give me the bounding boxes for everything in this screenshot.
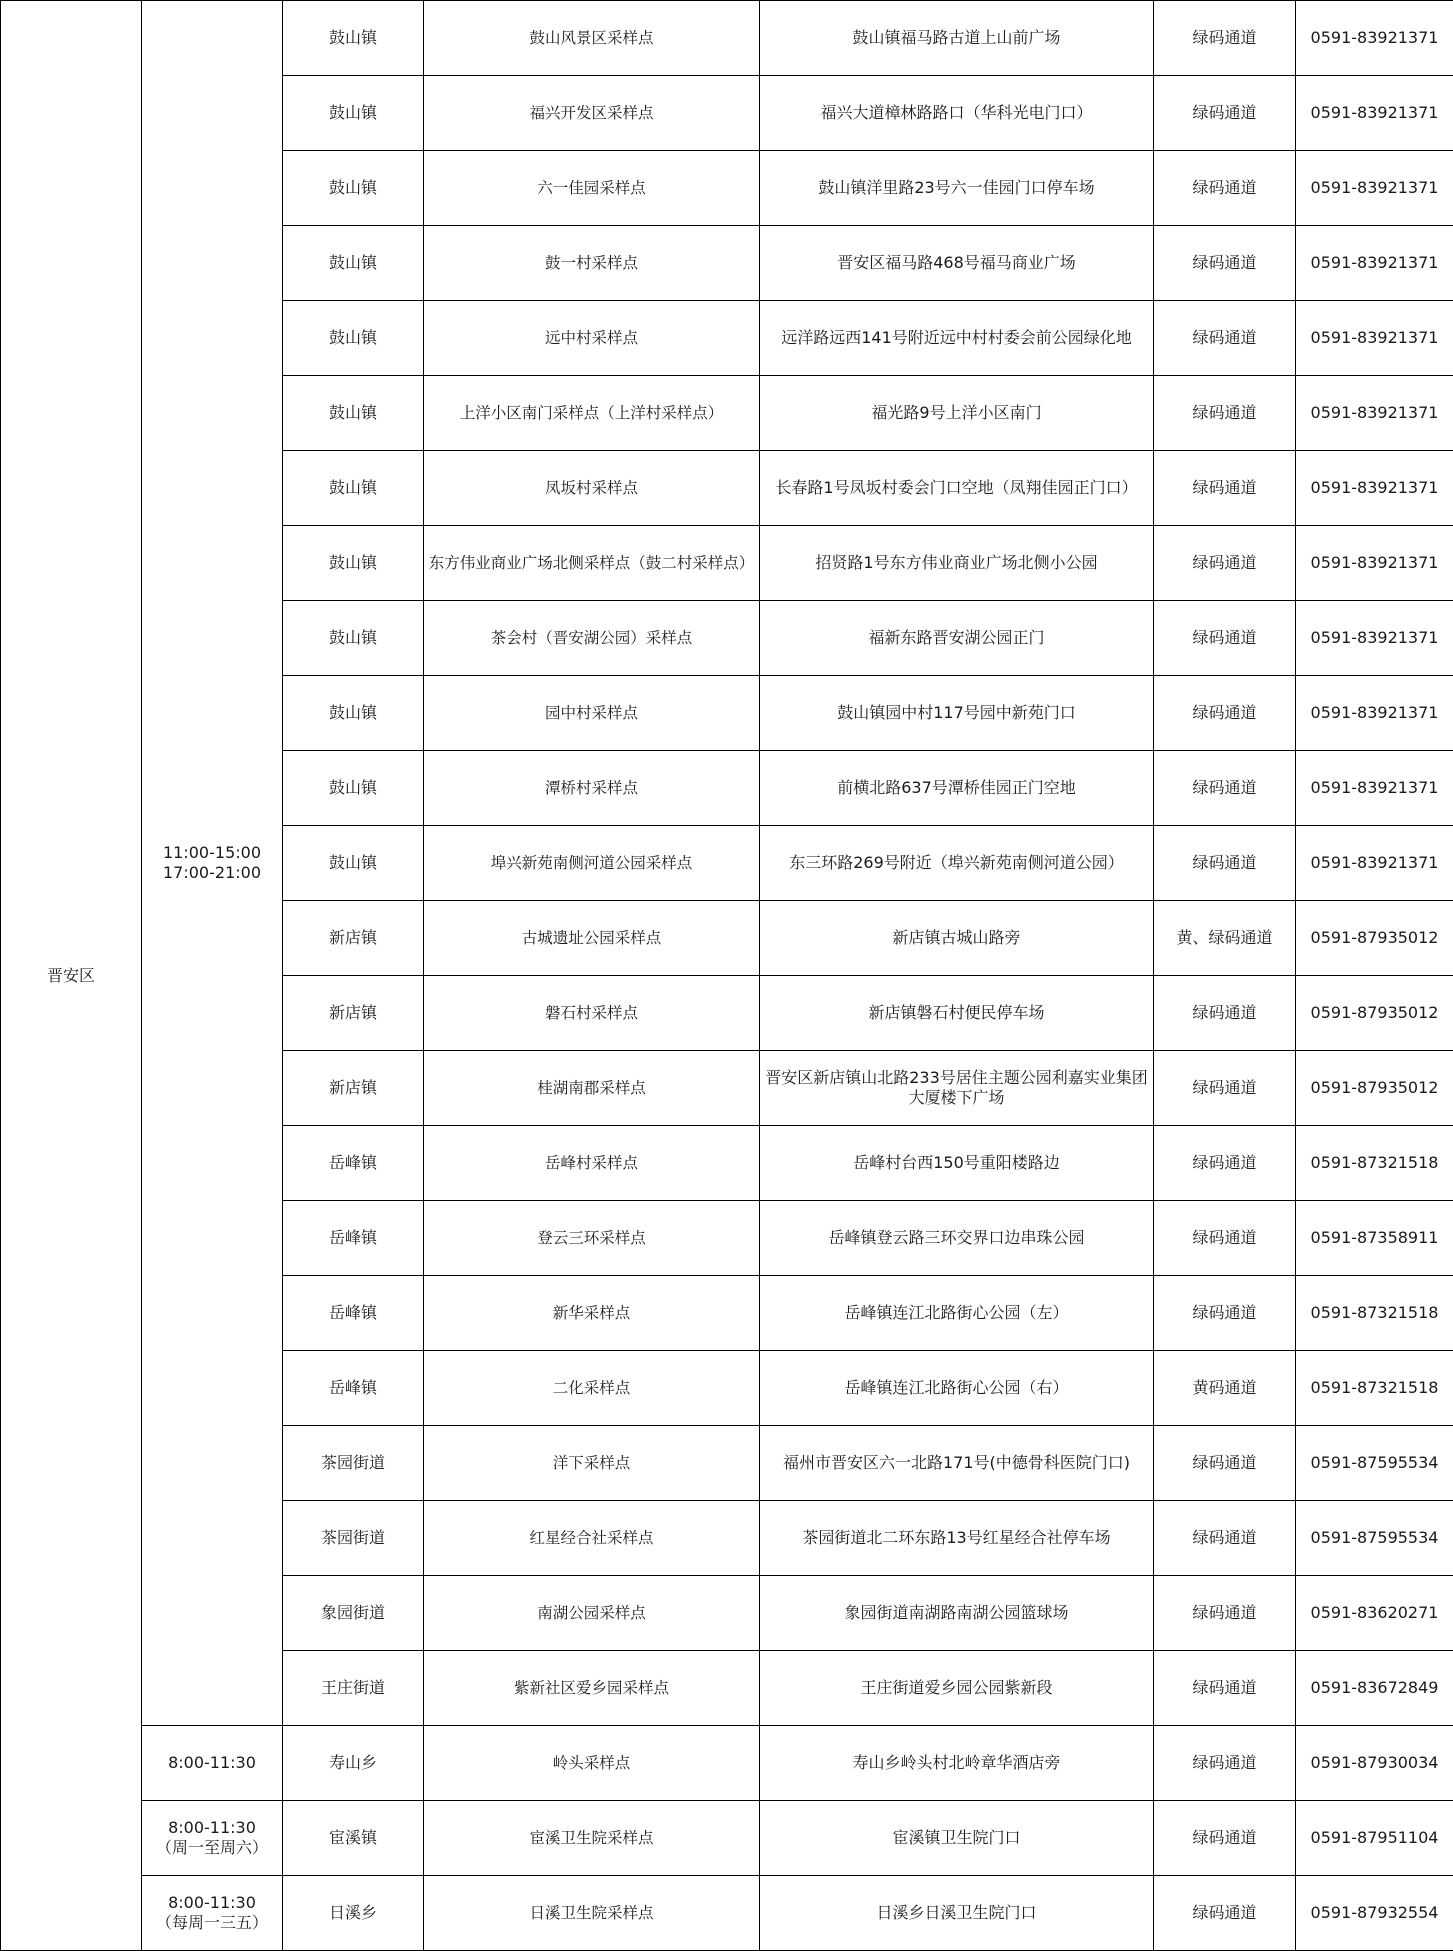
- channel-cell: 绿码通道: [1154, 601, 1296, 676]
- address-cell: 象园街道南湖路南湖公园篮球场: [760, 1576, 1154, 1651]
- table-body: [1, 1, 1453, 1951]
- phone-cell: 0591-83921371: [1296, 1, 1453, 76]
- site-cell: 凤坂村采样点: [424, 451, 760, 526]
- address-cell: 岳峰镇连江北路街心公园（左）: [760, 1276, 1154, 1351]
- phone-cell: 0591-83921371: [1296, 676, 1453, 751]
- channel-cell: 绿码通道: [1154, 676, 1296, 751]
- address-cell: 福州市晋安区六一北路171号(中德骨科医院门口): [760, 1426, 1154, 1501]
- table-row: [1, 1876, 1453, 1951]
- site-cell: 古城遗址公园采样点: [424, 901, 760, 976]
- phone-cell: 0591-87932554: [1296, 1876, 1453, 1951]
- site-cell: 东方伟业商业广场北侧采样点（鼓二村采样点）: [424, 526, 760, 601]
- channel-cell: 绿码通道: [1154, 1726, 1296, 1801]
- town-cell: 象园街道: [283, 1576, 424, 1651]
- address-cell: 长春路1号凤坂村委会门口空地（凤翔佳园正门口）: [760, 451, 1154, 526]
- phone-cell: 0591-87595534: [1296, 1426, 1453, 1501]
- address-cell: 鼓山镇园中村117号园中新苑门口: [760, 676, 1154, 751]
- address-cell: 寿山乡岭头村北岭章华酒店旁: [760, 1726, 1154, 1801]
- site-cell: 新华采样点: [424, 1276, 760, 1351]
- phone-cell: 0591-87951104: [1296, 1801, 1453, 1876]
- hours-cell: 8:00-11:30 （周一至周六）: [142, 1801, 283, 1876]
- channel-cell: 绿码通道: [1154, 1876, 1296, 1951]
- phone-cell: 0591-83921371: [1296, 151, 1453, 226]
- town-cell: 岳峰镇: [283, 1201, 424, 1276]
- site-cell: 上洋小区南门采样点（上洋村采样点）: [424, 376, 760, 451]
- phone-cell: 0591-87321518: [1296, 1126, 1453, 1201]
- phone-cell: 0591-87930034: [1296, 1726, 1453, 1801]
- town-cell: 鼓山镇: [283, 826, 424, 901]
- address-cell: 前横北路637号潭桥佳园正门空地: [760, 751, 1154, 826]
- address-cell: 鼓山镇福马路古道上山前广场: [760, 1, 1154, 76]
- channel-cell: 绿码通道: [1154, 1201, 1296, 1276]
- address-cell: 福新东路晋安湖公园正门: [760, 601, 1154, 676]
- site-cell: 岳峰村采样点: [424, 1126, 760, 1201]
- address-cell: 东三环路269号附近（埠兴新苑南侧河道公园）: [760, 826, 1154, 901]
- channel-cell: 绿码通道: [1154, 376, 1296, 451]
- address-cell: 招贤路1号东方伟业商业广场北侧小公园: [760, 526, 1154, 601]
- phone-cell: 0591-87595534: [1296, 1501, 1453, 1576]
- site-cell: 二化采样点: [424, 1351, 760, 1426]
- address-cell: 茶园街道北二环东路13号红星经合社停车场: [760, 1501, 1154, 1576]
- channel-cell: 黄码通道: [1154, 1351, 1296, 1426]
- site-cell: 福兴开发区采样点: [424, 76, 760, 151]
- town-cell: 茶园街道: [283, 1501, 424, 1576]
- site-cell: 登云三环采样点: [424, 1201, 760, 1276]
- phone-cell: 0591-87935012: [1296, 901, 1453, 976]
- channel-cell: 黄、绿码通道: [1154, 901, 1296, 976]
- phone-cell: 0591-83672849: [1296, 1651, 1453, 1726]
- channel-cell: 绿码通道: [1154, 1426, 1296, 1501]
- channel-cell: 绿码通道: [1154, 1501, 1296, 1576]
- town-cell: 鼓山镇: [283, 1, 424, 76]
- town-cell: 王庄街道: [283, 1651, 424, 1726]
- channel-cell: 绿码通道: [1154, 1051, 1296, 1126]
- hours-cell: 11:00-15:00 17:00-21:00: [142, 1, 283, 1726]
- phone-cell: 0591-83921371: [1296, 226, 1453, 301]
- address-cell: 福光路9号上洋小区南门: [760, 376, 1154, 451]
- phone-cell: 0591-83921371: [1296, 601, 1453, 676]
- site-cell: 潭桥村采样点: [424, 751, 760, 826]
- address-cell: 晋安区新店镇山北路233号居住主题公园利嘉实业集团大厦楼下广场: [760, 1051, 1154, 1126]
- channel-cell: 绿码通道: [1154, 1, 1296, 76]
- site-cell: 岭头采样点: [424, 1726, 760, 1801]
- town-cell: 鼓山镇: [283, 226, 424, 301]
- channel-cell: 绿码通道: [1154, 1651, 1296, 1726]
- channel-cell: 绿码通道: [1154, 976, 1296, 1051]
- hours-cell: 8:00-11:30 （每周一三五）: [142, 1876, 283, 1951]
- phone-cell: 0591-83921371: [1296, 751, 1453, 826]
- site-cell: 园中村采样点: [424, 676, 760, 751]
- site-cell: 埠兴新苑南侧河道公园采样点: [424, 826, 760, 901]
- town-cell: 新店镇: [283, 976, 424, 1051]
- channel-cell: 绿码通道: [1154, 451, 1296, 526]
- phone-cell: 0591-87321518: [1296, 1276, 1453, 1351]
- table-row: [1, 1801, 1453, 1876]
- phone-cell: 0591-83921371: [1296, 826, 1453, 901]
- town-cell: 日溪乡: [283, 1876, 424, 1951]
- town-cell: 鼓山镇: [283, 151, 424, 226]
- site-cell: 南湖公园采样点: [424, 1576, 760, 1651]
- table-row: [1, 1, 1453, 76]
- town-cell: 新店镇: [283, 901, 424, 976]
- town-cell: 新店镇: [283, 1051, 424, 1126]
- channel-cell: 绿码通道: [1154, 301, 1296, 376]
- phone-cell: 0591-83921371: [1296, 76, 1453, 151]
- site-cell: 远中村采样点: [424, 301, 760, 376]
- channel-cell: 绿码通道: [1154, 1576, 1296, 1651]
- site-cell: 紫新社区爱乡园采样点: [424, 1651, 760, 1726]
- site-cell: 日溪卫生院采样点: [424, 1876, 760, 1951]
- channel-cell: 绿码通道: [1154, 526, 1296, 601]
- address-cell: 新店镇古城山路旁: [760, 901, 1154, 976]
- phone-cell: 0591-87321518: [1296, 1351, 1453, 1426]
- channel-cell: 绿码通道: [1154, 1126, 1296, 1201]
- site-cell: 鼓一村采样点: [424, 226, 760, 301]
- address-cell: 晋安区福马路468号福马商业广场: [760, 226, 1154, 301]
- town-cell: 鼓山镇: [283, 601, 424, 676]
- town-cell: 鼓山镇: [283, 676, 424, 751]
- town-cell: 鼓山镇: [283, 526, 424, 601]
- town-cell: 寿山乡: [283, 1726, 424, 1801]
- table-row: [1, 1726, 1453, 1801]
- town-cell: 鼓山镇: [283, 451, 424, 526]
- phone-cell: 0591-83921371: [1296, 526, 1453, 601]
- site-cell: 鼓山风景区采样点: [424, 1, 760, 76]
- town-cell: 鼓山镇: [283, 751, 424, 826]
- phone-cell: 0591-83921371: [1296, 376, 1453, 451]
- site-cell: 红星经合社采样点: [424, 1501, 760, 1576]
- town-cell: 茶园街道: [283, 1426, 424, 1501]
- channel-cell: 绿码通道: [1154, 826, 1296, 901]
- phone-cell: 0591-87935012: [1296, 976, 1453, 1051]
- address-cell: 新店镇磐石村便民停车场: [760, 976, 1154, 1051]
- channel-cell: 绿码通道: [1154, 226, 1296, 301]
- channel-cell: 绿码通道: [1154, 76, 1296, 151]
- address-cell: 福兴大道樟林路路口（华科光电门口）: [760, 76, 1154, 151]
- town-cell: 鼓山镇: [283, 376, 424, 451]
- address-cell: 远洋路远西141号附近远中村村委会前公园绿化地: [760, 301, 1154, 376]
- phone-cell: 0591-83921371: [1296, 451, 1453, 526]
- address-cell: 宦溪镇卫生院门口: [760, 1801, 1154, 1876]
- address-cell: 日溪乡日溪卫生院门口: [760, 1876, 1154, 1951]
- channel-cell: 绿码通道: [1154, 151, 1296, 226]
- town-cell: 鼓山镇: [283, 76, 424, 151]
- site-cell: 宦溪卫生院采样点: [424, 1801, 760, 1876]
- district-cell: 晋安区: [1, 1, 142, 1951]
- site-cell: 桂湖南郡采样点: [424, 1051, 760, 1126]
- site-cell: 茶会村（晋安湖公园）采样点: [424, 601, 760, 676]
- town-cell: 岳峰镇: [283, 1351, 424, 1426]
- phone-cell: 0591-83620271: [1296, 1576, 1453, 1651]
- channel-cell: 绿码通道: [1154, 1276, 1296, 1351]
- address-cell: 岳峰村台西150号重阳楼路边: [760, 1126, 1154, 1201]
- town-cell: 岳峰镇: [283, 1276, 424, 1351]
- phone-cell: 0591-87358911: [1296, 1201, 1453, 1276]
- site-cell: 洋下采样点: [424, 1426, 760, 1501]
- address-cell: 岳峰镇登云路三环交界口边串珠公园: [760, 1201, 1154, 1276]
- phone-cell: 0591-87935012: [1296, 1051, 1453, 1126]
- channel-cell: 绿码通道: [1154, 751, 1296, 826]
- address-cell: 鼓山镇洋里路23号六一佳园门口停车场: [760, 151, 1154, 226]
- town-cell: 岳峰镇: [283, 1126, 424, 1201]
- phone-cell: 0591-83921371: [1296, 301, 1453, 376]
- site-cell: 六一佳园采样点: [424, 151, 760, 226]
- town-cell: 鼓山镇: [283, 301, 424, 376]
- channel-cell: 绿码通道: [1154, 1801, 1296, 1876]
- town-cell: 宦溪镇: [283, 1801, 424, 1876]
- address-cell: 王庄街道爱乡园公园紫新段: [760, 1651, 1154, 1726]
- site-cell: 磐石村采样点: [424, 976, 760, 1051]
- hours-cell: 8:00-11:30: [142, 1726, 283, 1801]
- address-cell: 岳峰镇连江北路街心公园（右）: [760, 1351, 1154, 1426]
